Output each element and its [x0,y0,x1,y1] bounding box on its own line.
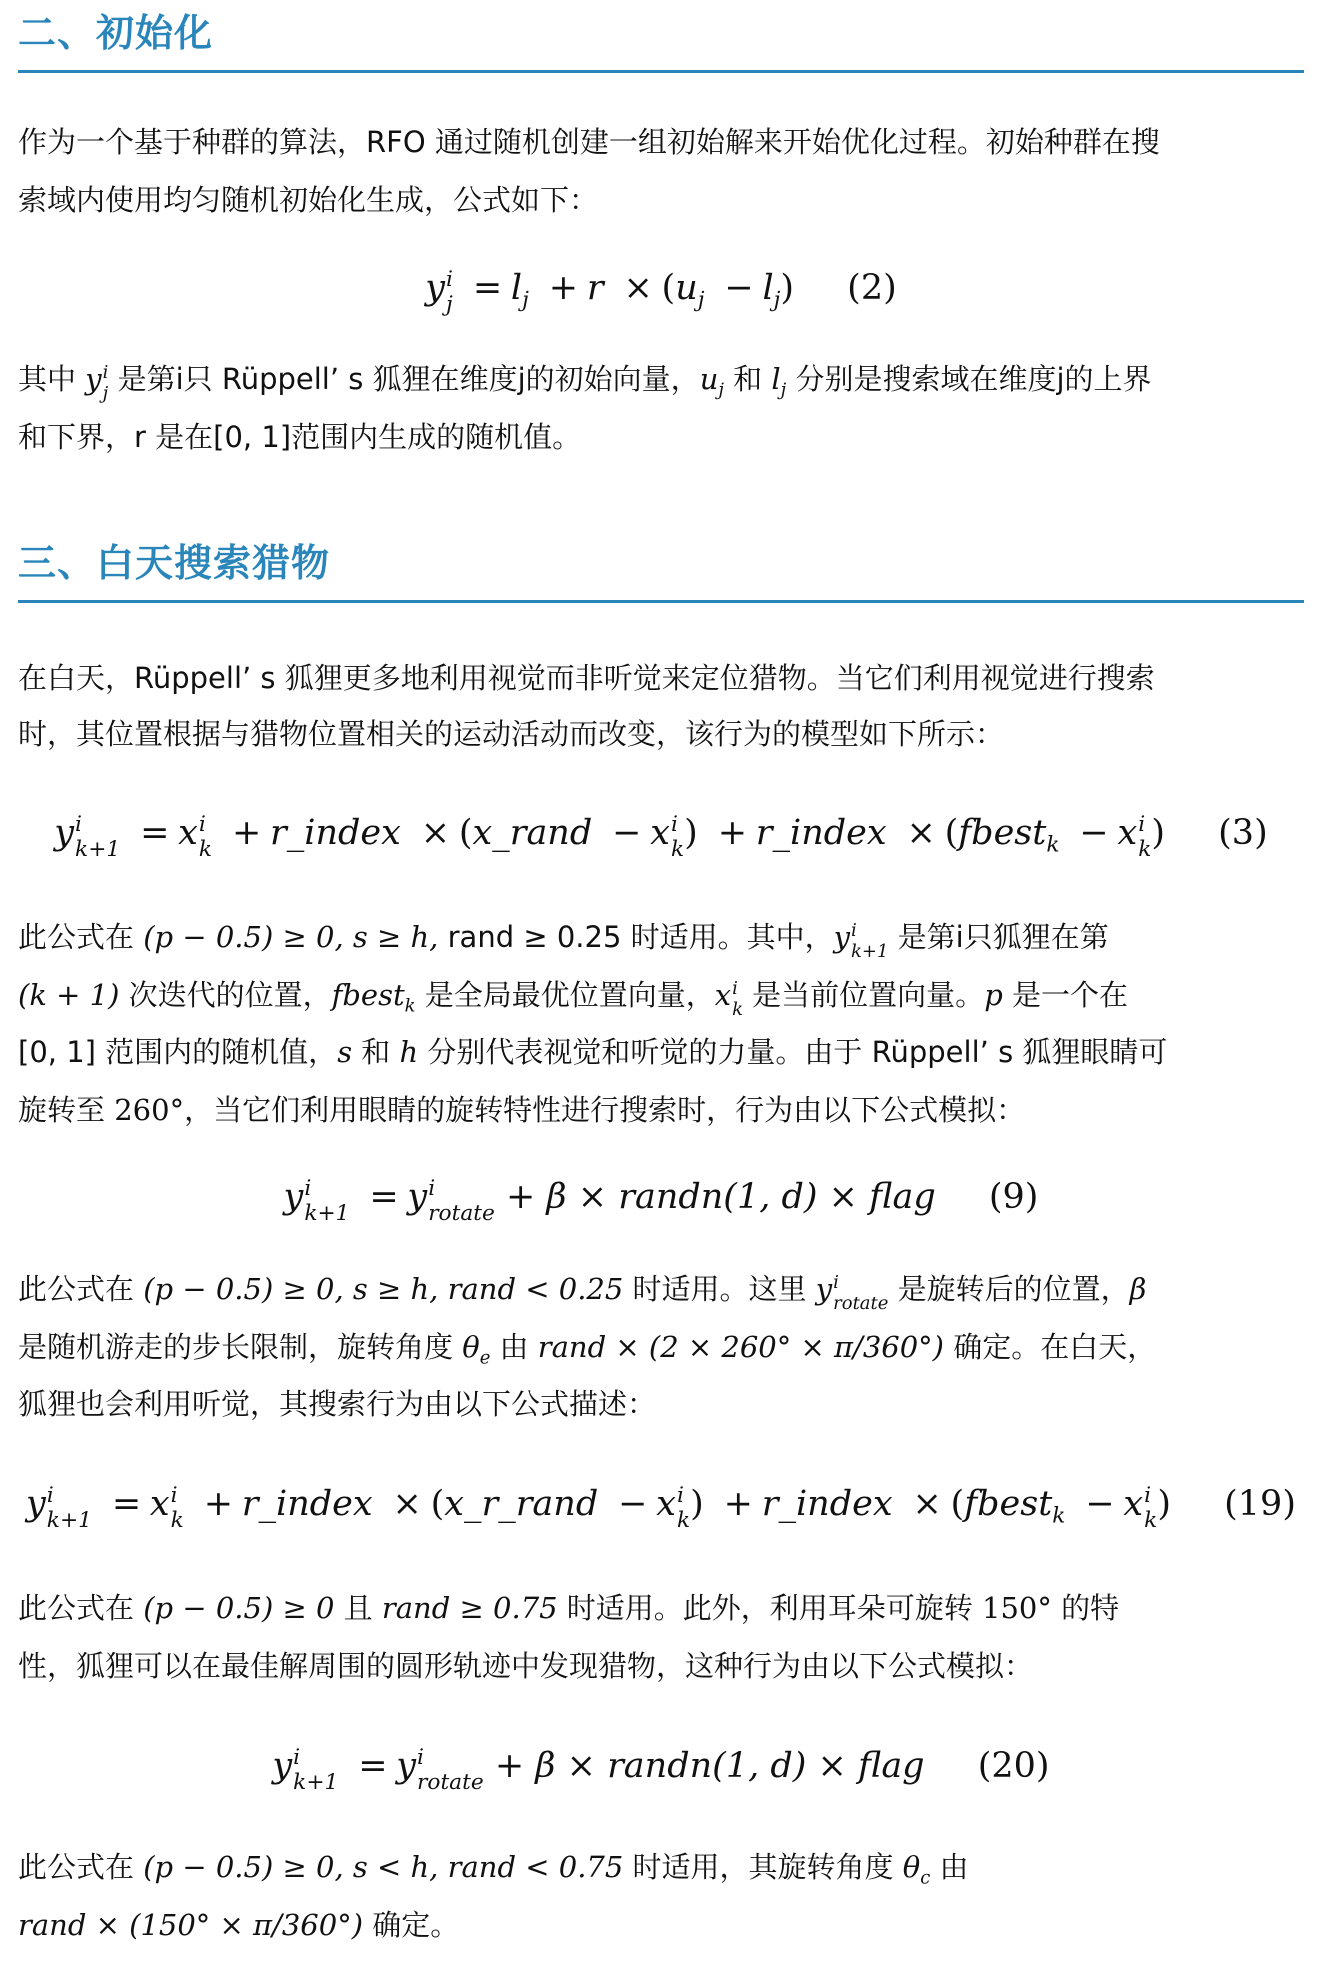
section-heading-initialization [18,6,1304,73]
formula-9: y i k+1 = y i rotate + β × randn(1, d) × flag (9) [283,1175,1039,1226]
paragraph-condition-9-line3: 狐狸也会利用听觉，其搜索行为由以下公式描述： [18,1387,657,1421]
equation-number: (9) [988,1177,1039,1217]
equation-number: (3) [1218,813,1268,853]
formula-20: y i k+1 = y i rotate + β × randn(1, d) × flag (20) [272,1744,1050,1795]
paragraph-condition-19-line1: 此公式在 (p − 0.5) ≥ 0 且 rand ≥ 0.75 时适用。此外，利用耳朵可旋转 150° 的特 [18,1591,1120,1625]
equation-number: (20) [977,1746,1050,1786]
paragraph-condition-3-line1: 此公式在 (p − 0.5) ≥ 0, s ≥ h, rand ≥ 0.25 时适用。其中，y i k+1 是第i只狐狸在第 [18,919,1109,962]
equation-number: (2) [847,268,897,308]
paragraph-explain-line1: 其中 y i j 是第i只 Rüppell’ s 狐狸在维度j的初始向量，$u_j$ 和 $l_j$ 分别是搜索域在维度j的上界 [18,361,1152,404]
paragraph-condition-3-line4: 旋转至 260°，当它们利用眼睛的旋转特性进行搜索时，行为由以下公式模拟： [18,1093,1026,1127]
section-heading-daytime-search [18,536,1304,603]
heading-text: 三、白天搜索猎物 [18,541,331,585]
paragraph-condition-19-line2: 性，狐狸可以在最佳解周围的圆形轨迹中发现猎物，这种行为由以下公式模拟： [18,1649,1034,1683]
paragraph-explain-line2: 和下界，r 是在[0, 1]范围内生成的随机值。 [18,420,582,454]
formula-19: y i k+1 = x i k + r_index × (x_r_rand − x i k ) + r_index × (fbest$_k$ − x i k ) (19) [26,1482,1296,1533]
paragraph-condition-9-line2: 是随机游走的步长限制，旋转角度 $\theta_e$ 由 rand × (2 × 260° × π/360°) 确定。在白天， [18,1330,1157,1369]
paragraph-day-line1: 在白天，Rüppell’ s 狐狸更多地利用视觉而非听觉来定位猎物。当它们利用视觉进行搜索 [18,661,1155,695]
formula-3: y i k+1 = x i k + r_index × (x_rand − x i k ) + r_index × (fbest$_k$ − x i k ) (3) [54,811,1268,862]
paragraph-intro-line2: 索域内使用均匀随机初始化生成，公式如下： [18,183,599,217]
paragraph-condition-3-line2: (k + 1) 次迭代的位置，fbest$_k$ 是全局最优位置向量，x i k 是当前位置向量。p 是一个在 [18,977,1128,1020]
equation-number: (19) [1224,1484,1296,1524]
paragraph-day-line2: 时，其位置根据与猎物位置相关的运动活动而改变，该行为的模型如下所示： [18,717,1005,751]
paragraph-condition-20-line2: rand × (150° × π/360°) 确定。 [18,1908,460,1942]
paragraph-condition-20-line1: 此公式在 (p − 0.5) ≥ 0, s < h, rand < 0.75 时适用，其旋转角度 $\theta_c$ 由 [18,1850,969,1889]
formula-2: y i j = $l_j + r \times (u_j - l_j)$ (2) [425,266,897,317]
paragraph-condition-3-line3: [0, 1] 范围内的随机值，s 和 h 分别代表视觉和听觉的力量。由于 Rüppell’ s 狐狸眼睛可 [18,1035,1168,1069]
heading-text: 二、初始化 [18,11,214,55]
paragraph-intro-line1: 作为一个基于种群的算法，RFO 通过随机创建一组初始解来开始优化过程。初始种群在搜 [18,125,1160,159]
paragraph-condition-9-line1: 此公式在 (p − 0.5) ≥ 0, s ≥ h, rand < 0.25 时适用。这里 y i rotate 是旋转后的位置，β [18,1271,1147,1314]
